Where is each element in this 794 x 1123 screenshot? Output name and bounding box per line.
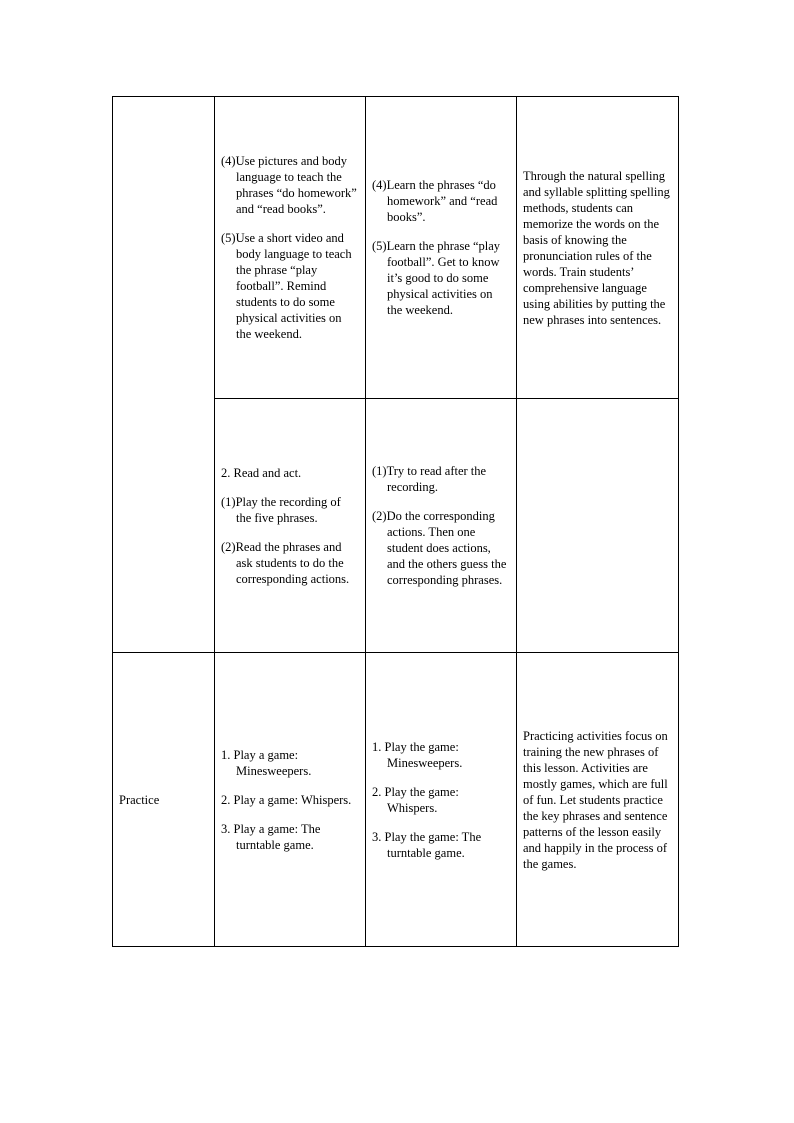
lesson-plan-table (112, 96, 679, 947)
teacher-step: (4)Use pictures and body language to teach the phrases “do homework” and “read books”. (221, 154, 357, 216)
student-activity-cell (366, 399, 517, 653)
table-row (113, 97, 679, 399)
teacher-step: 2. Play a game: Whispers. (221, 792, 352, 807)
teacher-step: (2)Read the phrases and ask students to do the corresponding actions. (221, 539, 350, 586)
student-activity-cell (366, 97, 517, 399)
purpose-cell (517, 97, 679, 399)
purpose-text: Practicing activities focus on training the new phrases of this lesson. Activities are mostly games, which are full of fun. Let students practice the key phrases and sentence patterns of the lesson easily and happily in the process of the games. (523, 728, 668, 871)
student-step: 2. Play the game: Whispers. (372, 784, 459, 815)
teacher-activity-cell (215, 653, 366, 947)
teacher-step: (5)Use a short video and body language to teach the phrase “play football”. Remind students to do some physical activities on the weekend. (221, 231, 352, 341)
student-step: (1)Try to read after the recording. (372, 464, 487, 494)
teacher-activity-cell (215, 399, 366, 653)
stage-cell-presentation (113, 97, 215, 653)
student-step: (2)Do the corresponding actions. Then one student does actions, and the others guess the corresponding phrases. (372, 509, 507, 587)
table-row (113, 653, 679, 947)
student-step: (4)Learn the phrases “do homework” and “read books”. (372, 178, 498, 224)
purpose-text: Through the natural spelling and syllable splitting spelling methods, students can memorize the words on the basis of knowing the pronunciation rules of the words. Train students’ comprehensive language using abilities by putting the new phrases into sentences. (523, 168, 670, 327)
teacher-activity-cell (215, 97, 366, 399)
purpose-cell (517, 653, 679, 947)
stage-label: Practice (119, 792, 160, 807)
student-step: (5)Learn the phrase “play football”. Get to know it’s good to do some physical activities on the weekend. (372, 239, 501, 317)
student-step: 1. Play the game: Minesweepers. (372, 739, 463, 770)
teacher-step: 2. Read and act. (221, 465, 302, 480)
purpose-cell (517, 399, 679, 653)
teacher-step: 3. Play a game: The turntable game. (221, 821, 321, 852)
stage-cell-practice (113, 653, 215, 947)
student-activity-cell (366, 653, 517, 947)
teacher-step: 1. Play a game: Minesweepers. (221, 747, 312, 778)
teacher-step: (1)Play the recording of the five phrases. (221, 494, 341, 525)
student-step: 3. Play the game: The turntable game. (372, 829, 482, 860)
